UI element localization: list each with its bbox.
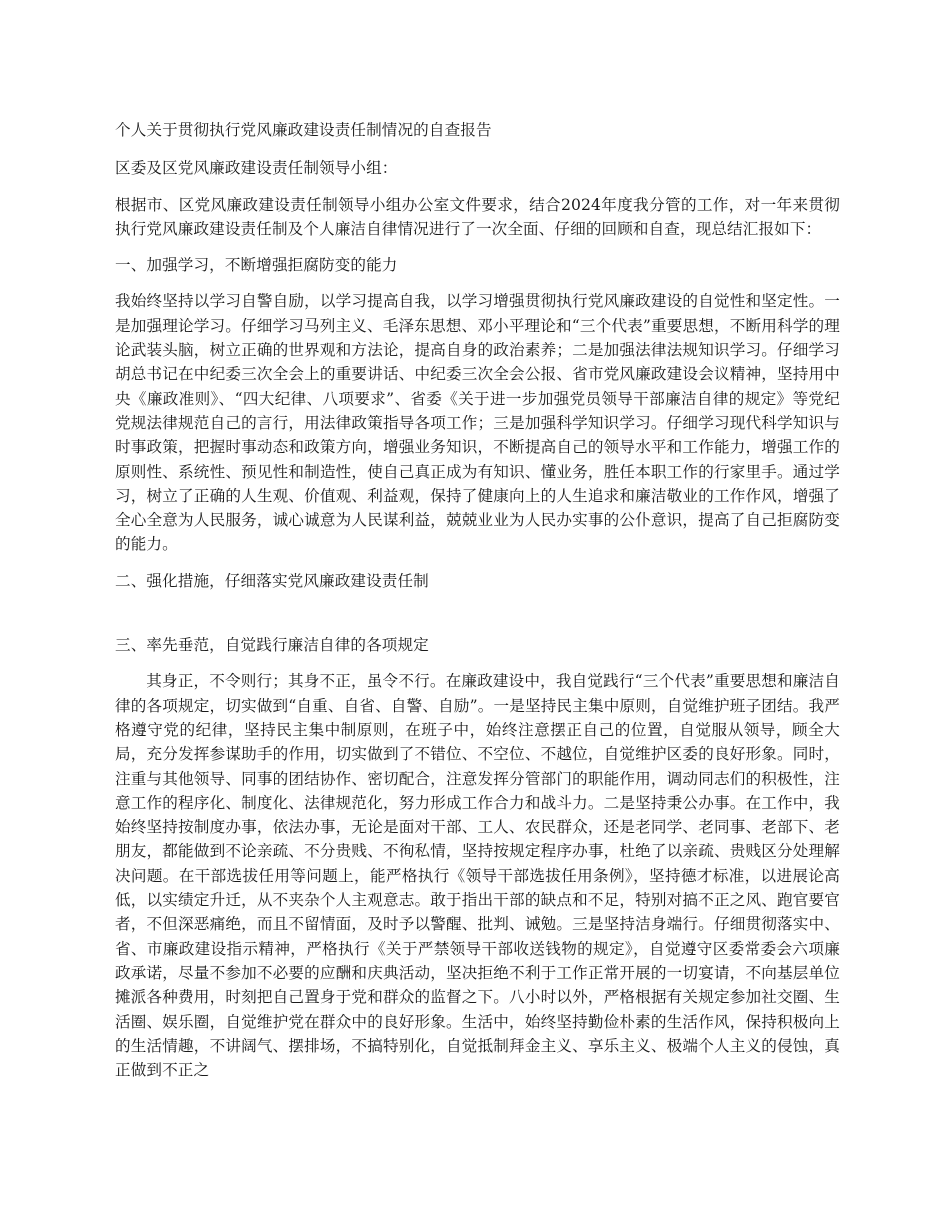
section-1-body: 我始终坚持以学习自警自励，以学习提高自我，以学习增强贯彻执行党风廉政建设的自觉性和坚定性。一是加强理论学习。仔细学习马列主义、毛泽东思想、邓小平理论和“三个代表”重要思想，不断用科学的理论武装头脑，树立正确的世界观和方法论，提高自身的政治素养；二是加强法律法规知识学习。仔细学习胡总书记在中纪委三次全会上的重要讲话、中纪委三次全会公报、省市党风廉政建设会议精神，坚持用中央《廉政准则》、“四大纪律、八项要求”、省委《关于进一步加强党员领导干部廉洁自律的规定》等党纪党规法律规范自己的言行，用法律政策指导各项工作；三是加强科学知识学习。仔细学习现代科学知识与时事政策，把握时事动态和政策方向，增强业务知识，不断提高自己的领导水平和工作能力，增强工作的原则性、系统性、预见性和制造性，使自己真正成为有知识、懂业务，胜任本职工作的行家里手。通过学习，树立了正确的人生观、价值观、利益观，保持了健康向上的人生追求和廉洁敬业的工作作风，增强了全心全意为人民服务，诚心诚意为人民谋利益，兢兢业业为人民办实事的公仆意识，提高了自己拒腐防变的能力。 — [115, 292, 840, 554]
salutation: 区委及区党风廉政建设责任制领导小组： — [115, 159, 398, 178]
document-page — [115, 118, 840, 1094]
section-2-heading: 二、强化措施，仔细落实党风廉政建设责任制 — [115, 571, 429, 590]
intro-paragraph: 根据市、区党风廉政建设责任制领导小组办公室文件要求，结合2024年度我分管的工作，对一年来贯彻执行党风廉政建设责任制及个人廉洁自律情况进行了一次全面、仔细的回顾和自查，现总结汇报如下： — [115, 195, 840, 238]
document-title: 个人关于贯彻执行党风廉政建设责任制情况的自查报告 — [115, 121, 492, 139]
section-3-heading: 三、率先垂范，自觉践行廉洁自律的各项规定 — [115, 636, 429, 655]
blank-space — [115, 605, 840, 633]
section-3-body: 其身正，不令则行；其身不正，虽令不行。在廉政建设中，我自觉践行“三个代表”重要思想和廉洁自律的各项规定，切实做到“自重、自省、自警、自励”。一是坚持民主集中原则，自觉维护班子团结。我严格遵守党的纪律，坚持民主集中制原则，在班子中，始终注意摆正自己的位置，自觉服从领导，顾全大局，充分发挥参谋助手的作用，切实做到了不错位、不空位、不越位，自觉维护区委的良好形象。同时，注重与其他领导、同事的团结协作、密切配合，注意发挥分管部门的职能作用，调动同志们的积极性，注意工作的程序化、制度化、法律规范化，努力形成工作合力和战斗力。二是坚持秉公办事。在工作中，我始终坚持按制度办事，依法办事，无论是面对干部、工人、农民群众，还是老同学、老同事、老部下、老朋友，都能做到不论亲疏、不分贵贱、不徇私情，坚持按规定程序办事，杜绝了以亲疏、贵贱区分处理解决问题。在干部选拔任用等问题上，能严格执行《领导干部选拔任用条例》，坚持德才标准，以进展论高低，以实绩定升迁，从不夹杂个人主观意志。敢于指出干部的缺点和不足，特别对搞不正之风、跑官要官者，不但深恶痛绝，而且不留情面，及时予以警醒、批判、诫勉。三是坚持洁身端行。仔细贯彻落实中、省、市廉政建设指示精神，严格执行《关于严禁领导干部收送钱物的规定》，自觉遵守区委常委会六项廉政承诺，尽量不参加不必要的应酬和庆典活动，坚决拒绝不利于工作正常开展的一切宴请，不向基层单位摊派各种费用，时刻把自己置身于党和群众的监督之下。八小时以外，严格根据有关规定参加社交圈、生活圈、娱乐圈，自觉维护党在群众中的良好形象。生活中，始终坚持勤俭朴素的生活作风，保持积极向上的生活情趣，不讲阔气、摆排场，不搞特别化，自觉抵制拜金主义、享乐主义、极端个人主义的侵蚀，真正做到不正之 — [115, 672, 840, 1080]
section-1-heading: 一、加强学习，不断增强拒腐防变的能力 — [115, 256, 398, 275]
